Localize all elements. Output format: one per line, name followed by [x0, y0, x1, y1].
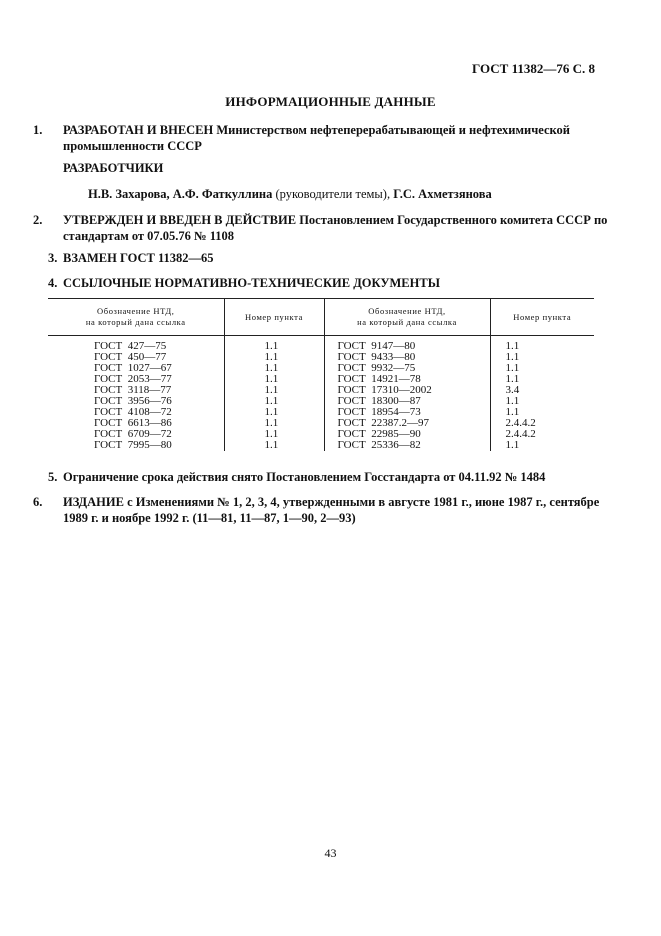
cell-doc: ГОСТ 18954—73	[324, 407, 490, 418]
cell-doc: ГОСТ 9433—80	[324, 352, 490, 363]
cell-clause: 1.1	[224, 352, 324, 363]
cell-clause: 1.1	[224, 385, 324, 396]
header-col2: Номер пункта	[224, 299, 324, 336]
cell-doc: ГОСТ 7995—80	[94, 439, 172, 451]
cell-doc: ГОСТ 17310—2002	[324, 385, 490, 396]
developers-list	[48, 186, 633, 202]
cell-clause: 1.1	[490, 374, 594, 385]
section-5	[48, 469, 593, 485]
section-number: 4.	[48, 276, 58, 290]
header-col3-line2: на который дана ссылка	[357, 317, 457, 327]
cell-clause: 1.1	[490, 440, 594, 451]
cell-doc: ГОСТ 3118—77	[94, 384, 172, 396]
table-row	[48, 440, 594, 451]
section-number: 2.	[33, 213, 43, 227]
cell-clause: 1.1	[224, 418, 324, 429]
cell-doc: ГОСТ 3956—76	[94, 395, 172, 407]
cell-doc: ГОСТ 9932—75	[324, 363, 490, 374]
header-col3	[324, 299, 490, 336]
references-table	[48, 298, 594, 451]
cell-clause: 1.1	[490, 363, 594, 374]
developers-names-2: Г.С. Ахметзянова	[393, 187, 492, 201]
section-2-text: Постановлением Государственного комитета СССР по стандартам от 07.05.76 № 1108	[63, 213, 608, 243]
section-2	[33, 212, 608, 244]
cell-clause: 1.1	[224, 336, 324, 353]
section-6-lead: ИЗДАНИЕ	[63, 495, 124, 509]
cell-clause: 1.1	[224, 407, 324, 418]
cell-doc: ГОСТ 22985—90	[324, 429, 490, 440]
cell-clause: 1.1	[224, 429, 324, 440]
section-3-text: ВЗАМЕН ГОСТ 11382—65	[63, 251, 214, 265]
cell-doc: ГОСТ 6613—86	[94, 417, 172, 429]
cell-doc: ГОСТ 427—75	[94, 340, 167, 352]
cell-doc: ГОСТ 14921—78	[324, 374, 490, 385]
cell-doc: ГОСТ 9147—80	[324, 336, 490, 353]
cell-doc: ГОСТ 4108—72	[94, 406, 172, 418]
cell-doc: ГОСТ 25336—82	[324, 440, 490, 451]
cell-clause: 1.1	[490, 396, 594, 407]
page-number: 43	[324, 846, 337, 860]
cell-clause: 2.4.4.2	[490, 429, 594, 440]
cell-doc: ГОСТ 6709—72	[94, 428, 172, 440]
table-header-row	[48, 299, 594, 336]
section-3	[48, 250, 593, 266]
section-number: 5.	[48, 470, 58, 484]
section-1-lead: РАЗРАБОТАН И ВНЕСЕН	[63, 123, 214, 137]
cell-doc: ГОСТ 450—77	[94, 351, 167, 363]
cell-doc: ГОСТ 2053—77	[94, 373, 172, 385]
cell-clause: 2.4.4.2	[490, 418, 594, 429]
section-4-text: ССЫЛОЧНЫЕ НОРМАТИВНО-ТЕХНИЧЕСКИЕ ДОКУМЕНТЫ	[63, 276, 440, 290]
cell-clause: 1.1	[224, 396, 324, 407]
section-number: 3.	[48, 251, 58, 265]
section-6-text: с Изменениями № 1, 2, 3, 4, утвержденными в августе 1981 г., июне 1987 г., сентябре 1989 г. и ноябре 1992 г. (11—81, 11—87, 1—90, 2—93)	[63, 495, 600, 525]
header-col3-line1: Обозначение НТД,	[368, 306, 446, 316]
cell-doc: ГОСТ 1027—67	[94, 362, 172, 374]
cell-clause: 1.1	[490, 352, 594, 363]
header-col1	[48, 299, 224, 336]
cell-doc: ГОСТ 22387.2—97	[324, 418, 490, 429]
header-col1-line1: Обозначение НТД,	[97, 306, 175, 316]
cell-clause: 3.4	[490, 385, 594, 396]
document-reference: ГОСТ 11382—76 С. 8	[472, 61, 595, 76]
header-col4: Номер пункта	[490, 299, 594, 336]
section-4	[48, 275, 593, 291]
cell-clause: 1.1	[490, 407, 594, 418]
section-1	[33, 122, 608, 154]
cell-doc: ГОСТ 18300—87	[324, 396, 490, 407]
cell-clause: 1.1	[224, 374, 324, 385]
developers-heading: РАЗРАБОТЧИКИ	[63, 161, 164, 175]
section-number: 1.	[33, 123, 43, 137]
section-2-lead: УТВЕРЖДЕН И ВВЕДЕН В ДЕЙСТВИЕ	[63, 213, 297, 227]
page-title: ИНФОРМАЦИОННЫЕ ДАННЫЕ	[225, 94, 436, 109]
section-1-text: Министерством нефтеперерабатывающей и нефтехимической промышленности СССР	[63, 123, 570, 153]
section-number: 6.	[33, 495, 43, 509]
header-col1-line2: на который дана ссылка	[85, 317, 186, 327]
developers-role: (руководители темы),	[275, 187, 391, 201]
section-6	[33, 494, 608, 526]
section-5-text: Ограничение срока действия снято Постановлением Госстандарта от 04.11.92 № 1484	[63, 470, 546, 484]
cell-clause: 1.1	[224, 440, 324, 451]
cell-clause: 1.1	[224, 363, 324, 374]
cell-clause: 1.1	[490, 336, 594, 353]
developers-names: Н.В. Захарова, А.Ф. Фаткуллина	[88, 187, 273, 201]
table-row	[48, 336, 594, 353]
